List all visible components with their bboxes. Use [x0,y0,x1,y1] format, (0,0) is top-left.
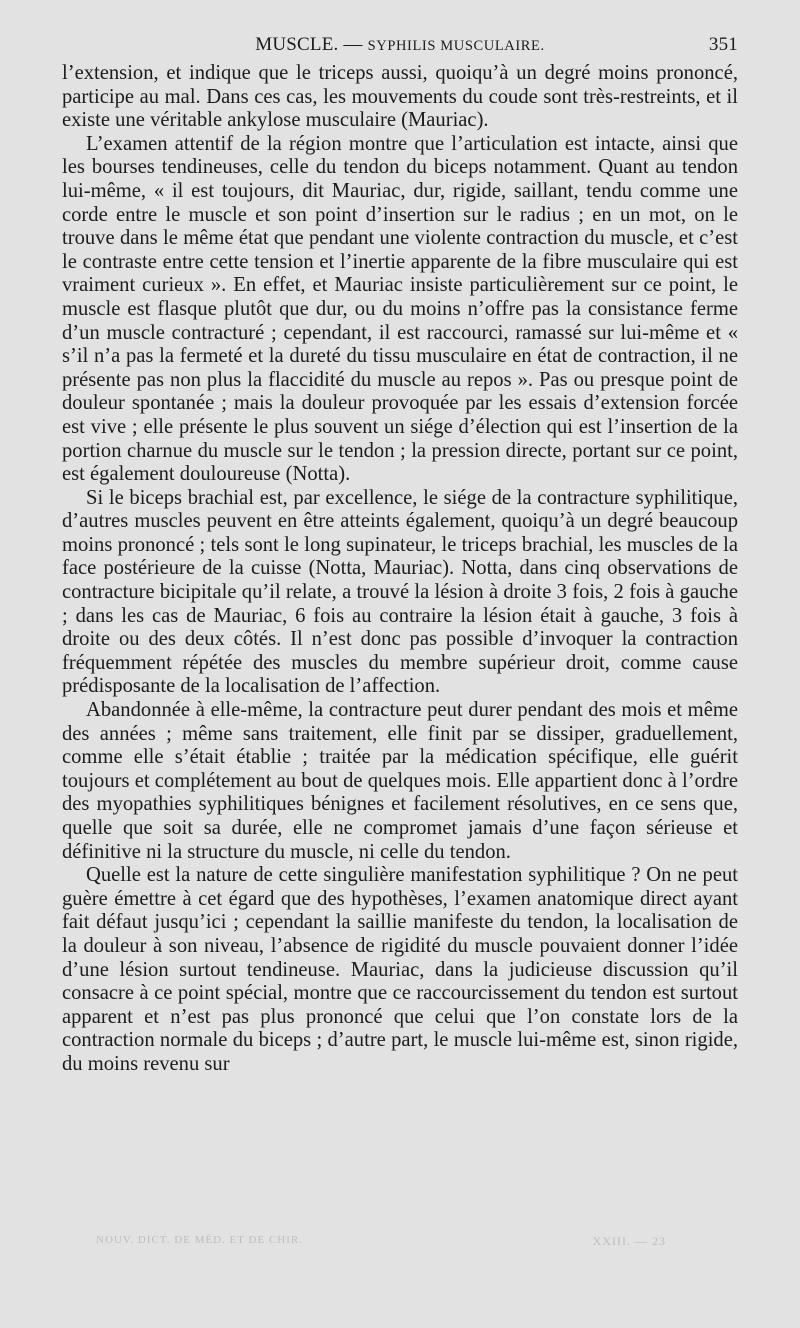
page-number: 351 [708,34,738,55]
body-text [62,62,738,1077]
paragraph: Abandonnée à elle-même, la contracture peut durer pendant des mois et même des années ; même sans traitement, elle finit par se dissiper, graduellement, comme elle s’était établie ; traitée par la médication spécifique, elle guérit toujours et complétement au bout de quelques mois. Elle appartient donc à l’ordre des myopathies syphilitiques bénignes et facilement résolutives, en ce sens que, quelle que soit sa durée, elle ne compromet jamais d’une façon sérieuse et définitive ni la structure du muscle, ni celle du tendon. [62,699,738,863]
paragraph: Si le biceps brachial est, par excellence, le siége de la contracture syphilitique, d’autres muscles peuvent en être atteints également, quoiqu’à un degré beaucoup moins prononcé ; tels sont le long supinateur, le triceps brachial, les muscles de la face postérieure de la cuisse (Notta, Mauriac). Notta, dans cinq observations de contracture bicipitale qu’il relate, a trouvé la lésion à droite 3 fois, 2 fois à gauche ; dans les cas de Mauriac, 6 fois au contraire la lésion était à gauche, 3 fois à droite ou des deux côtés. Il n’est donc pas possible d’invoquer la contraction fréquemment répétée des muscles du membre supérieur droit, comme cause prédisposante de la localisation de l’affection. [62,486,738,698]
page-header [62,34,738,58]
footer-publication: NOUV. DICT. DE MÉD. ET DE CHIR. [96,1234,303,1246]
running-head [62,34,738,56]
paragraph: Quelle est la nature de cette singulière manifestation syphilitique ? On ne peut guère émettre à cet égard que des hypothèses, l’examen anatomique direct ayant fait défaut jusqu’ici ; cependant la saillie manifeste du tendon, la localisation de la douleur à son niveau, l’absence de rigidité du muscle pouvaient donner l’idée d’une lésion surtout tendineuse. Mauriac, dans la judicieuse discussion qu’il consacre à ce point spécial, montre que ce raccourcissement du tendon est surtout apparent et n’est pas plus prononcé que celui que l’on constate lors de la contraction normale du biceps ; d’autre part, le muscle lui-même est, sinon rigide, du moins revenu sur [62,864,738,1075]
running-head-sub: SYPHILIS MUSCULAIRE. [367,38,545,54]
running-head-main: MUSCLE. [255,34,339,55]
running-head-dash: — [338,34,368,55]
page-footer [96,1234,666,1252]
paragraph: L’examen attentif de la région montre que l’articulation est intacte, ainsi que les bourses tendineuses, celle du tendon du biceps notamment. Quant au tendon lui-même, « il est toujours, dit Mauriac, dur, rigide, saillant, tendu comme une corde entre le muscle et son point d’insertion sur le radius ; en un mot, on le trouve dans le même état que pendant une violente contraction du muscle, et c’est le contraste entre cette tension et l’inertie apparente de la fibre musculaire qui est vraiment curieux ». En effet, et Mauriac insiste particulièrement sur ce point, le muscle est flasque plutôt que dur, ou du moins n’offre pas la consistance ferme d’un muscle contracturé ; cependant, il est raccourci, ramassé sur lui-même et « s’il n’a pas la fermeté et la dureté du tissu musculaire en état de contraction, il ne présente pas non plus la flaccidité du muscle au repos ». Pas ou presque point de douleur spontanée ; mais la douleur provoquée par les essais d’extension forcée est vive ; elle présente le plus souvent un siége d’élection qui est l’insertion de la portion charnue du muscle sur le tendon ; la pression directe, portant sur ce point, est également douloureuse (Notta). [62,132,738,486]
footer-volume: XXIII. — 23 [592,1234,666,1248]
paragraph: l’extension, et indique que le triceps aussi, quoiqu’à un degré moins prononcé, participe au mal. Dans ces cas, les mouvements du coude sont très-restreints, et il existe une véritable ankylose musculaire (Mauriac). [62,62,738,132]
